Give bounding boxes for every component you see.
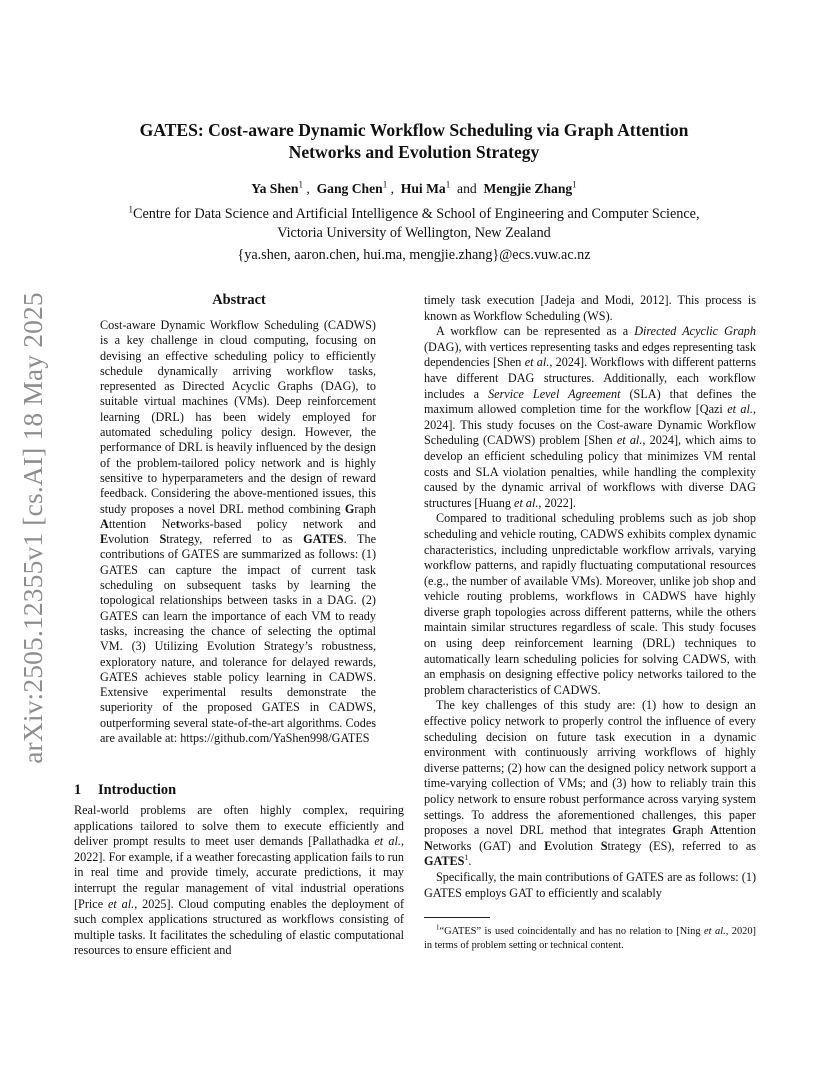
abstract-text: volution: [108, 532, 160, 547]
body-text: timely task execution [Jadeja and Modi, 2012]. This process is known as Workflow Scheduling (WS).: [424, 293, 756, 323]
paper-title: [0, 119, 828, 163]
abstract-heading: Abstract: [212, 292, 266, 308]
acronym-letter: S: [159, 532, 167, 547]
abstract-text: . The contributions of GATES are summarized as follows: (1) GATES can capture the impact of current task scheduling on subsequent tasks by learning the topological relationships between tasks in a DAG. (2) GATES can learn the importance of each VM to ready tasks, increasing the chance of selecting the optimal VM. (3) Utilizing Evolution Strategy’s robustness, exploratory nature, and tolerance for delayed rewards, GATES achieves stable policy learning in CADWS. Extensive experimental results demonstrate the superiority of the proposed GATES in CADWS, outperforming several state-of-the-art algorithms. Codes are available at:: [100, 532, 376, 746]
acronym-letter: t: [175, 516, 180, 531]
body-paragraph: [424, 511, 756, 698]
author-name: Ya Shen: [251, 181, 299, 196]
author-affil-mark: 1: [445, 179, 451, 190]
author-name: Gang Chen: [316, 181, 383, 196]
citation-etal: et al.: [108, 896, 135, 911]
author-name: Hui Ma: [400, 181, 446, 196]
body-text: Real-world problems are often highly complex, requiring applications tailored to solve them to execute efficiently and deliver prompt results to meet user demands [Pallathadka: [74, 803, 404, 849]
acronym-letter: S: [600, 838, 608, 853]
body-text: , 2024]. This study focuses on the Cost-aware Dynamic Workflow Scheduling (CADWS) problem [Shen: [424, 402, 756, 448]
body-text: , 2022]. For example, if a weather forecasting application fails to run in real time and provide timely, accurate predictions, it may interrupt the regular management of vital industrial operations [Price: [74, 834, 404, 911]
affiliation-mark: 1: [128, 204, 133, 215]
body-paragraph: [424, 293, 756, 324]
author-affil-mark: 1: [298, 179, 303, 190]
body-text: Compared to traditional scheduling problems such as job shop scheduling and vehicle routing, CADWS exhibits complex dynamic characteristics, including unpredictable workflow arrivals, varying workflow patterns, and rapidly fluctuating computational resources (e.g., the number of available VMs). Moreover, unlike job shop and vehicle routing problems, workflows in CADWS have highly diverse graph topologies across different patterns, while the others maintain similar structures regardless of scale. This study focuses on using deep reinforcement learning (DRL) techniques to automatically learn scheduling policies for solving CADWS, with an emphasis on designing effective policy networks tailored to the problem characteristics of CADWS.: [424, 511, 756, 697]
body-text: (DAG), with vertices representing tasks and edges representing task dependencies [Shen: [424, 339, 756, 370]
abstract-body: [100, 318, 376, 746]
arxiv-identifier-stamp: [6, 268, 60, 788]
author-affil-mark: 1: [572, 179, 577, 190]
body-text: , 2024], which aims to develop an efficient scheduling policy that minimizes VM rental costs and SLA violation penalties, while handling the complexity caused by the dynamic arrival of workflows with diverse DAG structures [Huang: [424, 433, 756, 510]
footnote: [424, 925, 756, 952]
acronym-letter: A: [100, 516, 109, 531]
author-emails: {ya.shen, aaron.chen, hui.ma, mengjie.zhang}@ecs.vuw.ac.nz: [237, 247, 591, 263]
term-italic: Directed Acyclic Graph: [634, 324, 756, 339]
citation-etal: et al.: [616, 433, 643, 448]
method-name: GATES: [424, 854, 465, 869]
affiliation-line-2: Victoria University of Wellington, New Zealand: [277, 225, 551, 241]
citation-etal: et al.: [727, 402, 753, 417]
body-text: , 2025]. Cloud computing enables the deployment of such complex applications structured as workflows consisting of multiple tasks. It facilitates the scheduling of elastic computational resources to ensure efficient and: [74, 896, 404, 958]
footnote-text: “GATES” is used coincidentally and has no relation to [Ning: [439, 926, 705, 937]
abstract-text: works-based policy network and: [179, 516, 376, 531]
title-line-1: GATES: Cost-aware Dynamic Workflow Scheduling via Graph Attention: [139, 120, 689, 140]
code-repository-link[interactable]: https://github.com/YaShen998/GATES: [180, 731, 370, 746]
body-text: , 2022].: [538, 495, 576, 510]
body-text: trategy (ES), referred to as: [607, 838, 756, 853]
body-text: The key challenges of this study are: (1) how to design an effective policy network to properly control the influence of every scheduling decision on future task execution in a dynamic environment with continuously arriving workflows of highly diverse patterns; (2) how can the designed policy network support a time-varying collection of VMs; and (3) how to reliably train this policy network to ensure robust performance across varying system settings. To address the aforementioned challenges, this paper proposes a novel DRL method that integrates: [424, 698, 756, 838]
section-heading: [74, 781, 404, 799]
body-text: A workflow can be represented as a: [436, 324, 635, 339]
section-number: 1: [74, 782, 82, 798]
section-title: Introduction: [98, 782, 177, 798]
author-affil-mark: 1: [382, 179, 388, 190]
body-text: ttention: [718, 823, 756, 838]
abstract-text: raph: [354, 501, 376, 516]
body-text: , 2024]. Workflows with different patterns have different DAG structures. Additionally, each workflow includes a: [424, 355, 756, 401]
acronym-letter: A: [709, 823, 719, 838]
citation-etal: et al.: [514, 495, 539, 510]
abstract-text: trategy, referred to as: [166, 532, 304, 547]
abstract-text: ttention Ne: [108, 516, 176, 531]
arxiv-id-text: arXiv:2505.12355v1 [cs.AI] 18 May 2025: [17, 292, 48, 764]
footnote-text: , 2020] in terms of problem setting or technical content.: [424, 926, 757, 951]
title-line-2: Networks and Evolution Strategy: [288, 142, 540, 162]
affiliation-line-1: Centre for Data Science and Artificial Intelligence & School of Engineering and Computer Science,: [132, 206, 700, 222]
method-name: GATES: [303, 532, 344, 547]
footnote-divider: [424, 917, 490, 918]
footnote-marker[interactable]: 1: [464, 853, 469, 863]
citation-etal: et al.: [374, 834, 401, 849]
abstract-text: Cost-aware Dynamic Workflow Scheduling (CADWS) is a key challenge in cloud computing, focusing on devising an effective scheduling policy to efficiently schedule dynamically arriving workflow tasks, represented as Directed Acyclic Graphs (DAG), to suitable virtual machines (VMs). Deep reinforcement learning (DRL) has been widely employed for automated scheduling policy design. However, the performance of DRL is heavily influenced by the design of the problem-tailored policy network and is highly sensitive to hyperparameters and the design of reward feedback. Considering the above-mentioned issues, this study proposes a novel DRL method combining: [100, 318, 376, 516]
right-column-text: [424, 293, 756, 901]
term-italic: Service Level Agreement: [488, 386, 621, 401]
author-name: Mengjie Zhang: [483, 181, 573, 196]
acronym-letter: E: [544, 838, 553, 853]
body-text: (SLA) that defines the maximum allowed completion time for the workflow [Qazi: [424, 386, 757, 417]
acronym-letter: G: [672, 823, 682, 838]
body-paragraph: [424, 870, 756, 901]
acronym-letter: N: [424, 838, 433, 853]
citation-etal: et al.: [524, 355, 550, 370]
citation-etal: et al.: [704, 926, 726, 937]
body-text: volution: [552, 838, 601, 853]
body-text: Specifically, the main contributions of GATES are as follows: (1) GATES employs GAT to efficiently and scalably: [424, 869, 756, 900]
body-paragraph: [424, 698, 756, 870]
acronym-letter: E: [100, 532, 109, 547]
author-and: and: [457, 181, 477, 196]
body-text: raph: [681, 823, 710, 838]
author-list: Ya Shen$^1$ , Gang Chen$^1$ , Hui Ma$^1$ and Mengjie Zhang$^1$: [251, 179, 577, 196]
body-paragraph: [424, 324, 756, 511]
body-text: etworks (GAT) and: [432, 838, 545, 853]
footnote-number: 1: [436, 923, 440, 932]
body-text: .: [468, 854, 472, 869]
introduction-paragraph: [74, 803, 404, 959]
acronym-letter: G: [344, 501, 355, 516]
affiliation: [0, 205, 828, 243]
